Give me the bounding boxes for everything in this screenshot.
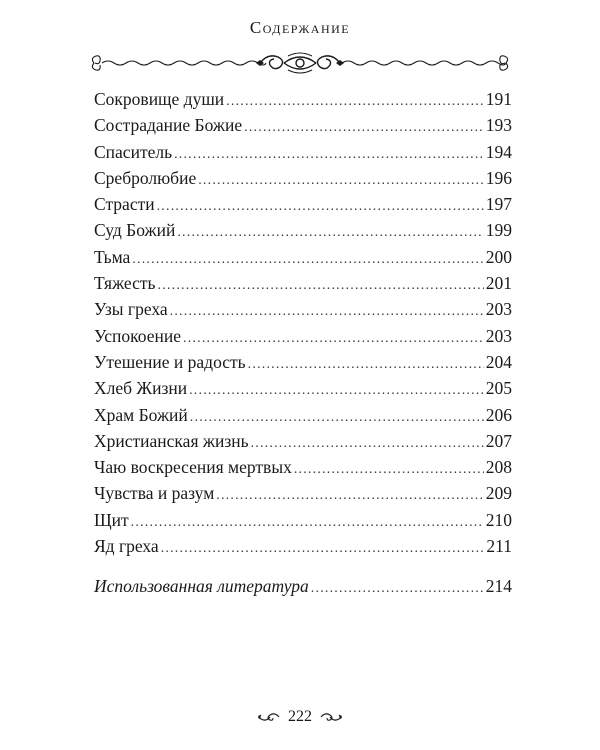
toc-entry <box>94 86 512 112</box>
toc-entry-title: Чувства и разум <box>94 483 215 504</box>
toc-entry-title: Тяжесть <box>94 273 156 294</box>
dot-leader <box>170 299 484 325</box>
dot-leader <box>157 194 484 220</box>
toc-entry-page: 196 <box>485 167 512 188</box>
toc-entry-title: Сребролюбие <box>94 167 197 188</box>
toc-entry-page: 207 <box>485 430 512 451</box>
page-number: 222 <box>288 708 312 726</box>
toc-entry <box>94 323 512 349</box>
flourish-left-icon <box>258 711 280 723</box>
toc-entry-title: Тьма <box>94 246 131 267</box>
toc-entry-page: 201 <box>485 273 512 294</box>
toc-entry-page: 193 <box>485 115 512 136</box>
toc-entry <box>94 375 512 401</box>
toc-entry <box>94 139 512 165</box>
toc-entry-page: 204 <box>485 351 512 372</box>
dot-leader <box>244 115 484 141</box>
toc-entry <box>94 112 512 138</box>
toc-entry-page: 214 <box>485 576 512 597</box>
toc-entry-page: 197 <box>485 194 512 215</box>
toc-entry <box>94 402 512 428</box>
toc-entry-title: Успокоение <box>94 325 182 346</box>
toc-entry <box>94 191 512 217</box>
dot-leader <box>198 168 484 194</box>
toc-entry <box>94 217 512 243</box>
page-footer <box>0 708 600 726</box>
toc-entry <box>94 480 512 506</box>
dot-leader <box>311 576 484 602</box>
toc-entry-title: Сострадание Божие <box>94 115 243 136</box>
toc-entry-title: Сокровище души <box>94 89 225 109</box>
toc-entry <box>94 270 512 296</box>
toc-entry <box>94 533 512 559</box>
toc-entry-page: 199 <box>485 220 512 241</box>
table-of-contents <box>94 86 512 600</box>
toc-entry-page: 211 <box>486 536 512 557</box>
toc-entry-title: Узы греха <box>94 299 168 320</box>
dot-leader <box>132 247 483 273</box>
toc-entry-page: 209 <box>485 483 512 504</box>
toc-entry-page: 194 <box>485 141 512 162</box>
toc-entry <box>94 165 512 191</box>
dot-leader <box>189 378 484 404</box>
toc-entry <box>94 296 512 322</box>
toc-entry-page: 208 <box>485 457 512 478</box>
toc-entry-title: Яд греха <box>94 536 159 557</box>
toc-entry-title: Щит <box>94 509 129 530</box>
ornamental-divider-icon <box>88 48 512 78</box>
toc-entry-title: Спаситель <box>94 141 173 162</box>
toc-entry <box>94 454 512 480</box>
dot-leader <box>174 142 484 168</box>
dot-leader <box>294 457 484 483</box>
toc-entry-page: 206 <box>485 404 512 425</box>
toc-entry-title: Страсти <box>94 194 155 215</box>
toc-entry-page: 203 <box>485 325 512 346</box>
dot-leader <box>177 220 483 246</box>
toc-entry-title: Чаю воскресения мертвых <box>94 457 292 478</box>
dot-leader <box>161 536 485 562</box>
toc-entry-page: 203 <box>485 299 512 320</box>
toc-entry <box>94 428 512 454</box>
dot-leader <box>131 510 484 536</box>
toc-entry <box>94 244 512 270</box>
toc-entry-title: Храм Божий <box>94 404 188 425</box>
flourish-right-icon <box>320 711 342 723</box>
dot-leader <box>248 352 484 378</box>
toc-entry-title: Суд Божий <box>94 220 176 241</box>
toc-entry-title: Использованная литература <box>94 576 309 597</box>
toc-entry-page: 205 <box>485 378 512 399</box>
dot-leader <box>226 89 484 115</box>
toc-entry <box>94 507 512 533</box>
toc-entry <box>94 349 512 375</box>
toc-entry-title: Утешение и радость <box>94 351 246 372</box>
toc-entry-page: 191 <box>485 89 512 109</box>
toc-entry-references <box>94 573 512 599</box>
toc-entry-page: 200 <box>485 246 512 267</box>
dot-leader <box>158 273 484 299</box>
toc-entry-title: Хлеб Жизни <box>94 378 188 399</box>
dot-leader <box>216 483 483 509</box>
page-header-title: Содержание <box>249 18 351 37</box>
toc-entry-title: Христианская жизнь <box>94 430 249 451</box>
toc-entry-page: 210 <box>485 509 512 530</box>
